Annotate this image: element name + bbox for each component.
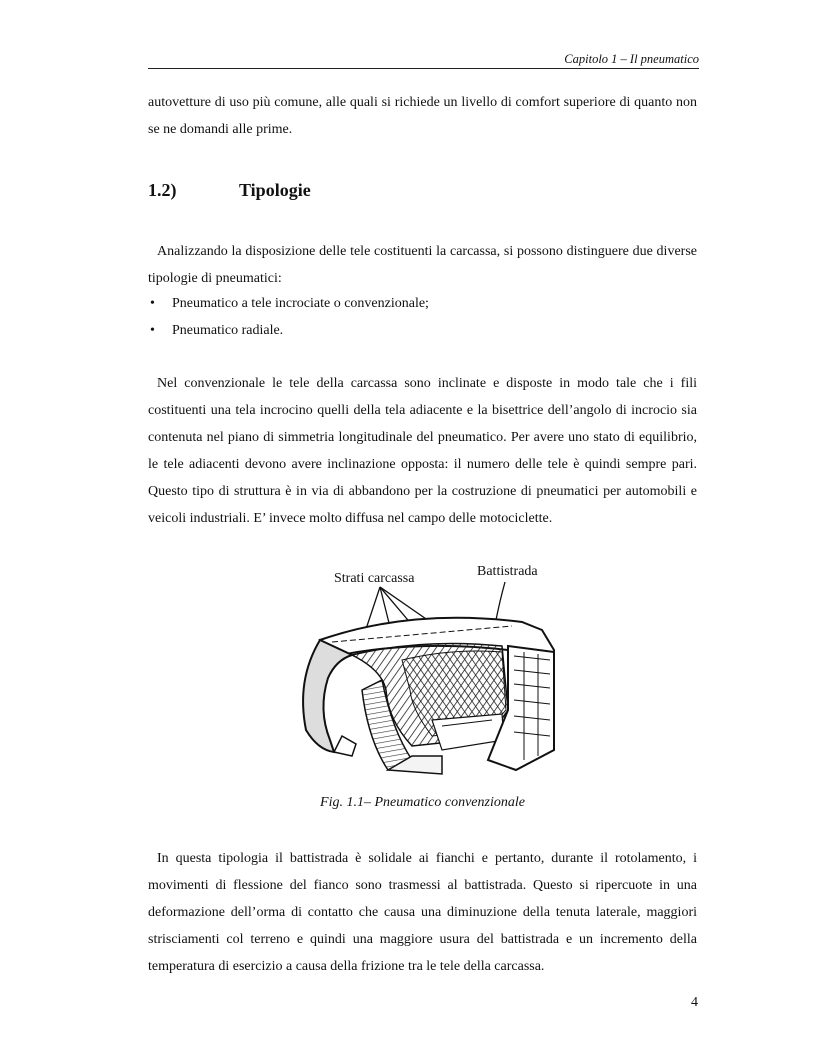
figure-tire-diagram bbox=[292, 560, 562, 785]
section-title: Tipologie bbox=[239, 180, 311, 200]
label-battistrada: Battistrada bbox=[477, 564, 538, 579]
paragraph-intro-typologies: Analizzando la disposizione delle tele costituenti la carcassa, si possono distinguere due diverse tipologie di pneumatici: bbox=[148, 244, 697, 286]
paragraph-conventional: Nel convenzionale le tele della carcassa sono inclinate e disposte in modo tale che i fili costituenti una tela incrocino quelli della tela adiacente e la bisettrice dell’angolo di incrocio sia contenuta nel piano di simmetria longitudinale del pneumatico. Per avere uno stato di equilibrio, le tele adiacenti devono avere inclinazione opposta: il numero delle tele è quindi sempre pari. Questo tipo di struttura è in via di abbandono per la costruzione di pneumatici per automobili e veicoli industriali. E’ invece molto diffusa nel campo delle motociclette. bbox=[148, 376, 697, 526]
section-heading bbox=[148, 178, 311, 202]
bullet-icon: • bbox=[150, 323, 155, 338]
header-rule bbox=[148, 68, 699, 69]
list-item bbox=[148, 317, 697, 344]
label-strati-carcassa: Strati carcassa bbox=[334, 571, 415, 586]
page-number: 4 bbox=[691, 995, 698, 1010]
paragraph-tread-effects: In questa tipologia il battistrada è solidale ai fianchi e pertanto, durante il rotolamento, i movimenti di flessione del fianco sono trasmessi al battistrada. Questo si ripercuote in una deformazione dell’orma di contatto che causa una diminuzione della tenuta laterale, maggiori strisciamenti col terreno e quindi una maggiore usura del battistrada e un incremento della temperatura di esercizio a causa della frizione tra le tele della carcassa. bbox=[148, 851, 697, 974]
typology-list bbox=[148, 290, 697, 344]
running-header: Capitolo 1 – Il pneumatico bbox=[564, 52, 699, 66]
list-item-text: Pneumatico radiale. bbox=[172, 323, 284, 338]
list-item-text: Pneumatico a tele incrociate o convenzionale; bbox=[172, 296, 429, 311]
section-number: 1.2) bbox=[148, 180, 177, 200]
list-item bbox=[148, 290, 697, 317]
intro-paragraph: autovetture di uso più comune, alle quali si richiede un livello di comfort superiore di quanto non se ne domandi alle prime. bbox=[148, 95, 697, 137]
bullet-icon: • bbox=[150, 296, 155, 311]
figure-caption: Fig. 1.1– Pneumatico convenzionale bbox=[320, 795, 525, 810]
tire-cutaway-illustration bbox=[292, 560, 562, 785]
